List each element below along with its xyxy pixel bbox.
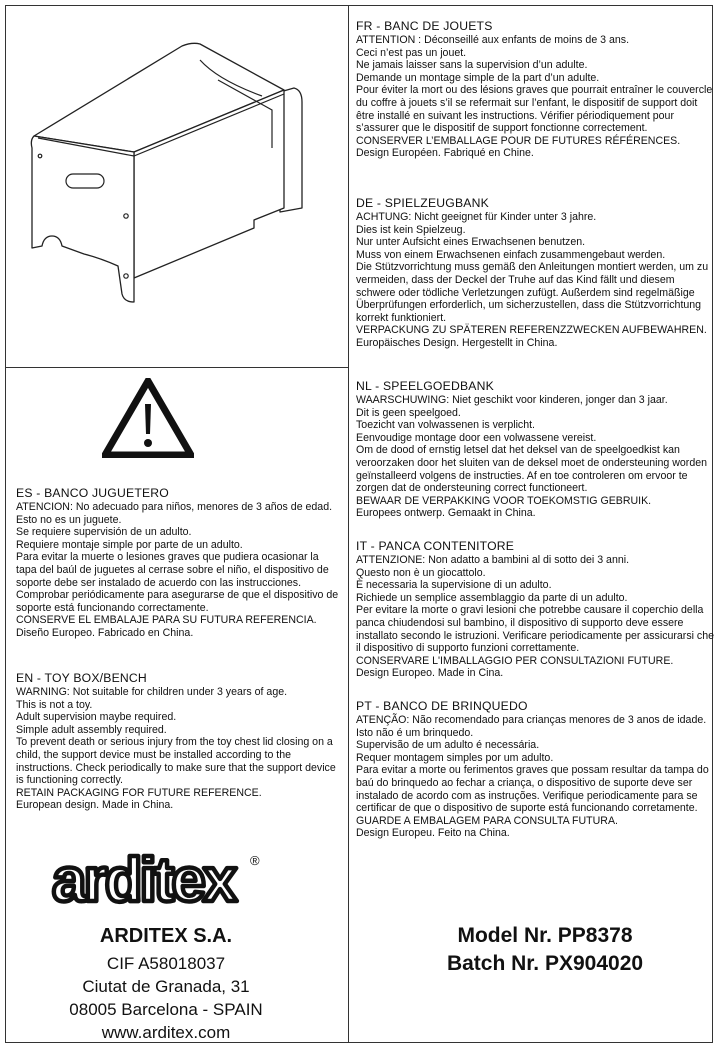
section-line: Simple adult assembly required. <box>16 723 167 736</box>
section-line: GUARDE A EMBALAGEM PARA CONSULTA FUTURA. <box>356 814 618 827</box>
section-line: Requer montagem simples por um adulto. <box>356 751 554 764</box>
section-line: Adult supervision maybe required. <box>16 711 177 724</box>
section-line: Europäisches Design. Hergestellt in China. <box>356 336 558 349</box>
section-title: EN - TOY BOX/BENCH <box>16 671 147 685</box>
section-line: Per evitare la morte o gravi lesioni che potrebbe causare il coperchio della panca chiudendosi sul bambino, il dispositivo di supporto deve essere installato secondo le istruzioni. Verificare periodicamente per assicurarsi che il dispositivo di supporto funzioni correttamente. <box>356 604 715 655</box>
company-info <box>14 924 318 1044</box>
toy-box-illustration <box>22 40 322 310</box>
section-line: Ceci n’est pas un jouet. <box>356 46 467 59</box>
section-title: IT - PANCA CONTENITORE <box>356 539 515 553</box>
section-title: ES - BANCO JUGUETERO <box>16 486 169 500</box>
section-line: Eenvoudige montage door een volwassene vereist. <box>356 431 597 444</box>
section-title: PT - BANCO DE BRINQUEDO <box>356 699 528 713</box>
section-title: DE - SPIELZEUGBANK <box>356 196 489 210</box>
section-line: Dies ist kein Spielzeug. <box>356 223 466 236</box>
section-line: Design Europeu. Feito na China. <box>356 827 510 840</box>
section-line: Isto não é um brinquedo. <box>356 726 474 739</box>
illustration-divider <box>5 367 349 368</box>
section-line: Design Europeo. Made in Cina. <box>356 667 504 680</box>
section-line: È necessaria la supervisione di un adulto. <box>356 579 552 592</box>
section-line: Para evitar la muerte o lesiones graves que pudiera ocasionar la tapa del baúl de juguetes al cerrase sobre el niño, el dispositivo de soporte debe ser instalado de acuerdo con las instrucciones. <box>16 551 329 589</box>
section-line: Diseño Europeo. Fabricado en China. <box>16 626 194 639</box>
section-line: ACHTUNG: Nicht geeignet für Kinder unter 3 jahre. <box>356 211 597 223</box>
section-line: Comprobar periódicamente para asegurarse de que el dispositivo de soporte está funcionando correctamente. <box>16 589 339 614</box>
section-line: CONSERVE EL EMBALAJE PARA SU FUTURA REFERENCIA. <box>16 614 317 627</box>
company-cif: CIF A58018037 <box>106 954 226 973</box>
section-line: Esto no es un juguete. <box>16 513 122 526</box>
section-line: Requiere montaje simple por parte de un adulto. <box>16 538 243 551</box>
section-line: RETAIN PACKAGING FOR FUTURE REFERENCE. <box>16 786 262 799</box>
section-line: WAARSCHUWING: Niet geschikt voor kinderen, jonger dan 3 jaar. <box>356 394 668 406</box>
company-city: 08005 Barcelona - SPAIN <box>69 1000 263 1019</box>
product-ids <box>400 922 690 978</box>
section-line: Pour éviter la mort ou des lésions graves que pourrait entraîner le couvercle du coffre à jouets s’il se refermait sur l’enfant, le dispositif de support doit être installé en suivant les instructions. Vérifier périodiquement pour s’assurer que le dispositif de support fonctionne correctement. <box>356 84 713 135</box>
section-line: CONSERVARE L'IMBALLAGGIO PER CONSULTAZIONI FUTURE. <box>356 654 674 667</box>
company-website: www.arditex.com <box>101 1023 231 1042</box>
section-line: Dit is geen speelgoed. <box>356 406 461 419</box>
section-de <box>356 196 714 350</box>
section-line: Para evitar a morte ou ferimentos graves que possam resultar da tampa do baú do brinquedo ao fechar a criança, o dispositivo de suporte deve ser instalado de acordo com as instruções. Verifique periodicamente para se certificar de que o dispositivo de suporte está funcionando corretamente. <box>356 764 709 815</box>
section-line: European design. Made in China. <box>16 799 174 812</box>
section-line: Supervisão de um adulto é necessária. <box>356 739 540 752</box>
section-line: Se requiere supervisión de un adulto. <box>16 526 192 539</box>
section-pt <box>356 699 714 840</box>
section-line: Om de dood of ernstig letsel dat het deksel van de speelgoedkist kan veroorzaken door het sluiten van de deksel moet de ondersteuning worden geïnstalleerd volgens de instructies. Af en toe controleren om ervoor te zorgen dat de ondersteuning correct functioneert. <box>356 444 707 495</box>
section-line: ATTENTION : Déconseillé aux enfants de moins de 3 ans. <box>356 34 630 46</box>
company-name: ARDITEX S.A. <box>99 925 233 947</box>
section-line: Questo non è un giocattolo. <box>356 566 486 579</box>
section-line: Nur unter Aufsicht eines Erwachsenen benutzen. <box>356 236 586 249</box>
section-line: Die Stützvorrichtung muss gemäß den Anleitungen montiert werden, um zu vermeiden, dass der Deckel der Truhe auf das Kind fällt und diesem schwere oder tödliche Verletzungen zufügt. Außerdem sind regelmäßige Überprüfungen erforderlich, um sicherzustellen, dass die Stützvorrichtung korrekt funktioniert. <box>356 261 709 324</box>
section-line: ATTENZIONE: Non adatto a bambini al di sotto dei 3 anni. <box>356 554 630 566</box>
section-en <box>16 671 342 812</box>
section-line: To prevent death or serious injury from the toy chest lid closing on a child, the support device must be installed according to the instructions. Check periodically to make sure that the support device is functioning correctly. <box>16 736 336 787</box>
section-line: This is not a toy. <box>16 698 93 711</box>
section-es <box>16 486 342 640</box>
section-line: Muss von einem Erwachsenen einfach zusammengebaut werden. <box>356 248 666 261</box>
registered-mark: ® <box>250 853 260 868</box>
section-line: Design Européen. Fabriqué en Chine. <box>356 147 534 160</box>
section-line: Demande un montage simple de la part d’un adulte. <box>356 71 600 84</box>
section-title: NL - SPEELGOEDBANK <box>356 379 494 393</box>
warning-triangle-icon <box>102 378 194 458</box>
section-line: Toezicht van volwassenen is verplicht. <box>356 419 536 432</box>
section-fr <box>356 19 714 160</box>
section-line: Richiede un semplice assemblaggio da parte di un adulto. <box>356 591 628 604</box>
company-street: Ciutat de Granada, 31 <box>82 977 250 996</box>
section-it <box>356 539 714 680</box>
section-line: CONSERVER L’EMBALLAGE POUR DE FUTURES RÉFÉRENCES. <box>356 134 681 147</box>
section-line: VERPACKUNG ZU SPÄTEREN REFERENZZWECKEN AUFBEWAHREN. <box>356 324 707 337</box>
section-line: WARNING: Not suitable for children under 3 years of age. <box>16 686 288 698</box>
section-line: Europees ontwerp. Gemaakt in China. <box>356 507 536 520</box>
logo-text: arditex <box>52 846 235 915</box>
section-line: BEWAAR DE VERPAKKING VOOR TOEKOMSTIG GEBRUIK. <box>356 494 652 507</box>
section-line: ATENCION: No adecuado para niños, menores de 3 años de edad. <box>16 501 333 513</box>
batch-number: Batch Nr. PX904020 <box>446 952 644 975</box>
arditex-logo <box>48 845 266 917</box>
section-line: Ne jamais laisser sans la supervision d’un adulte. <box>356 59 588 72</box>
section-line: ATENÇÃO: Não recomendado para crianças menores de 3 anos de idade. <box>356 714 707 726</box>
model-number: Model Nr. PP8378 <box>457 924 633 947</box>
column-divider <box>348 5 349 1043</box>
section-nl <box>356 379 714 520</box>
section-title: FR - BANC DE JOUETS <box>356 19 493 33</box>
